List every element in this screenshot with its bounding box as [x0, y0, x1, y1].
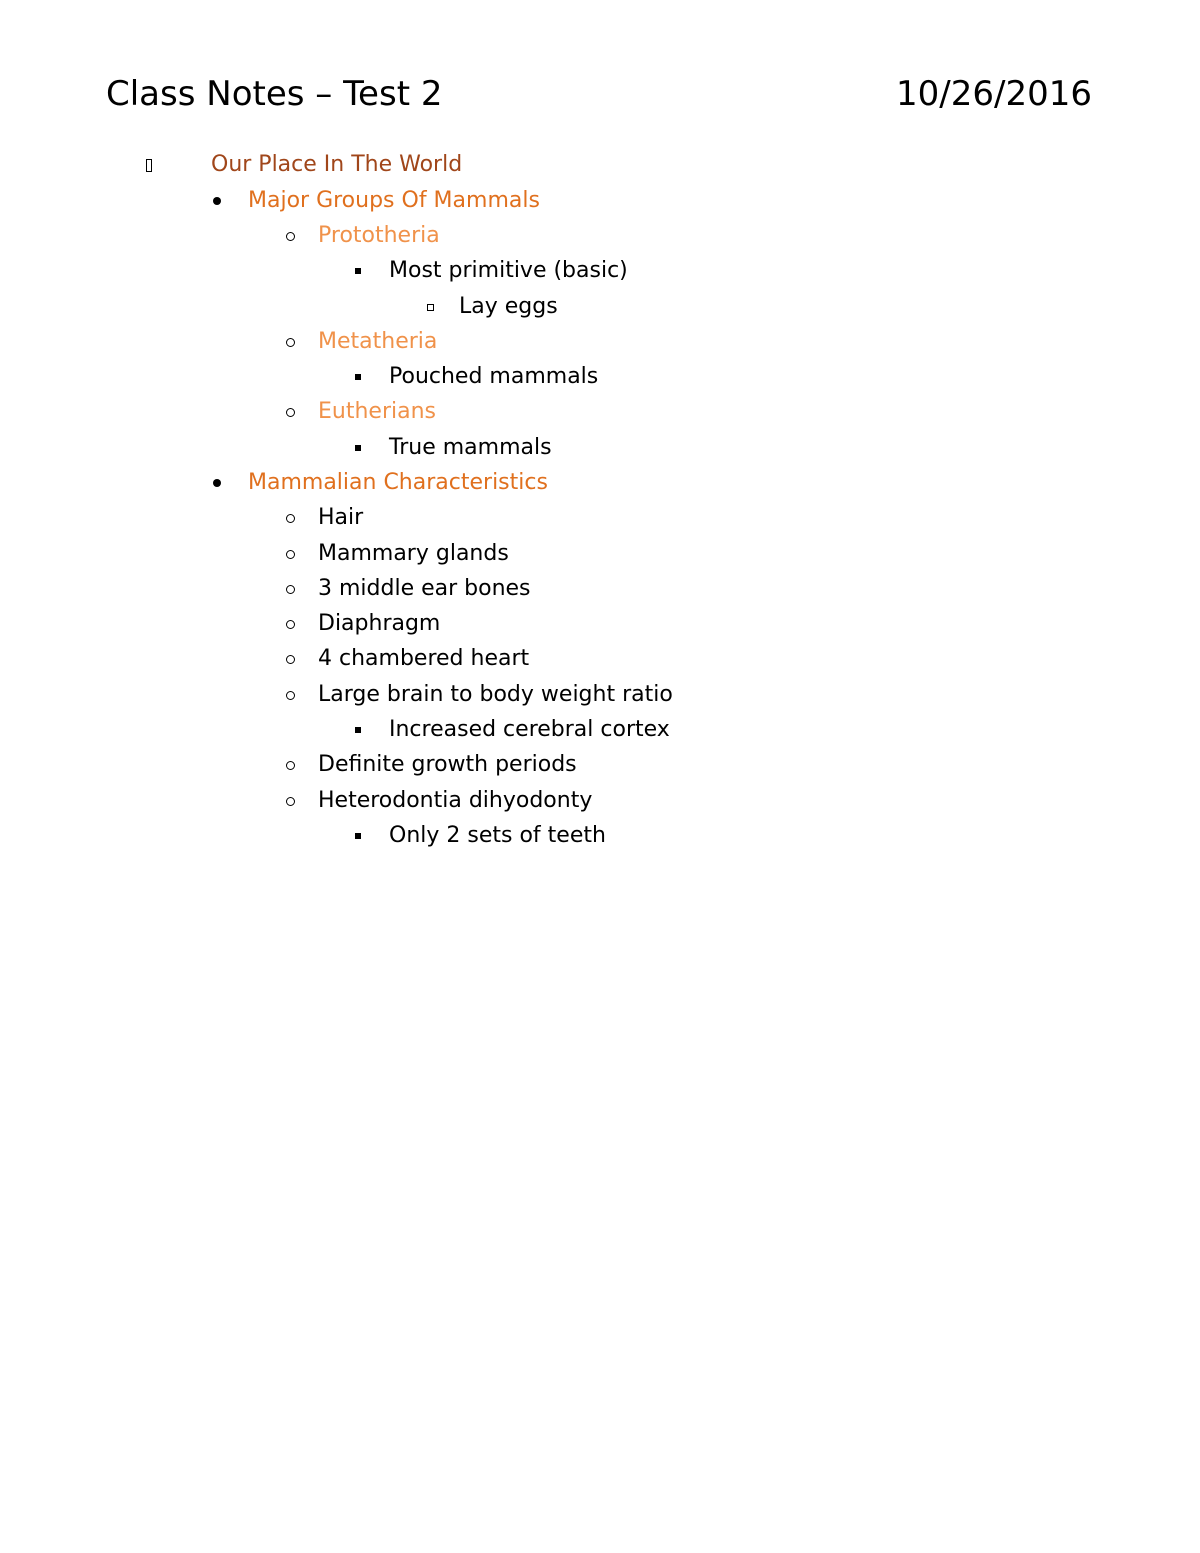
- bullet-open-square-icon: [425, 291, 435, 323]
- characteristic-detail: Increased cerebral cortex: [389, 717, 670, 742]
- heading-label: Our Place In The World: [211, 152, 463, 177]
- bullet-dot-icon: [212, 467, 222, 499]
- bullet-ring-icon: [284, 573, 296, 605]
- page-title: Class Notes – Test 2: [106, 74, 443, 114]
- bullet-ring-icon: [284, 679, 296, 711]
- bullet-square-icon: [353, 820, 363, 852]
- bullet-ring-icon: [284, 396, 296, 428]
- eutherians-detail: True mammals: [389, 435, 552, 460]
- characteristic-detail: Only 2 sets of teeth: [389, 823, 606, 848]
- prototheria-subdetail: Lay eggs: [459, 294, 558, 319]
- bullet-ring-icon: [284, 643, 296, 675]
- characteristic-label: Heterodontia dihyodonty: [318, 788, 593, 813]
- page-date: 10/26/2016: [896, 74, 1092, 114]
- bullet-ring-icon: [284, 326, 296, 358]
- bullet-square-icon: [353, 714, 363, 746]
- bullet-ring-icon: [284, 785, 296, 817]
- bullet-ring-icon: [284, 220, 296, 252]
- bullet-ring-icon: [284, 502, 296, 534]
- metatheria-label: Metatheria: [318, 329, 438, 354]
- characteristic-label: Hair: [318, 505, 364, 530]
- characteristic-label: Definite growth periods: [318, 752, 577, 777]
- characteristic-label: 3 middle ear bones: [318, 576, 531, 601]
- bullet-dot-icon: [212, 185, 222, 217]
- metatheria-detail: Pouched mammals: [389, 364, 599, 389]
- bullet-ring-icon: [284, 749, 296, 781]
- characteristic-label: Large brain to body weight ratio: [318, 682, 673, 707]
- characteristic-label: Mammary glands: [318, 541, 509, 566]
- prototheria-detail: Most primitive (basic): [389, 258, 628, 283]
- characteristics-label: Mammalian Characteristics: [248, 470, 548, 495]
- eutherians-label: Eutherians: [318, 399, 436, 424]
- bullet-ring-icon: [284, 538, 296, 570]
- bullet-square-icon: [353, 255, 363, 287]
- missing-glyph-box-icon: [143, 149, 155, 181]
- prototheria-label: Prototheria: [318, 223, 440, 248]
- characteristic-label: 4 chambered heart: [318, 646, 530, 671]
- bullet-square-icon: [353, 361, 363, 393]
- characteristic-label: Diaphragm: [318, 611, 441, 636]
- bullet-square-icon: [353, 432, 363, 464]
- bullet-ring-icon: [284, 608, 296, 640]
- major-groups-label: Major Groups Of Mammals: [248, 188, 540, 213]
